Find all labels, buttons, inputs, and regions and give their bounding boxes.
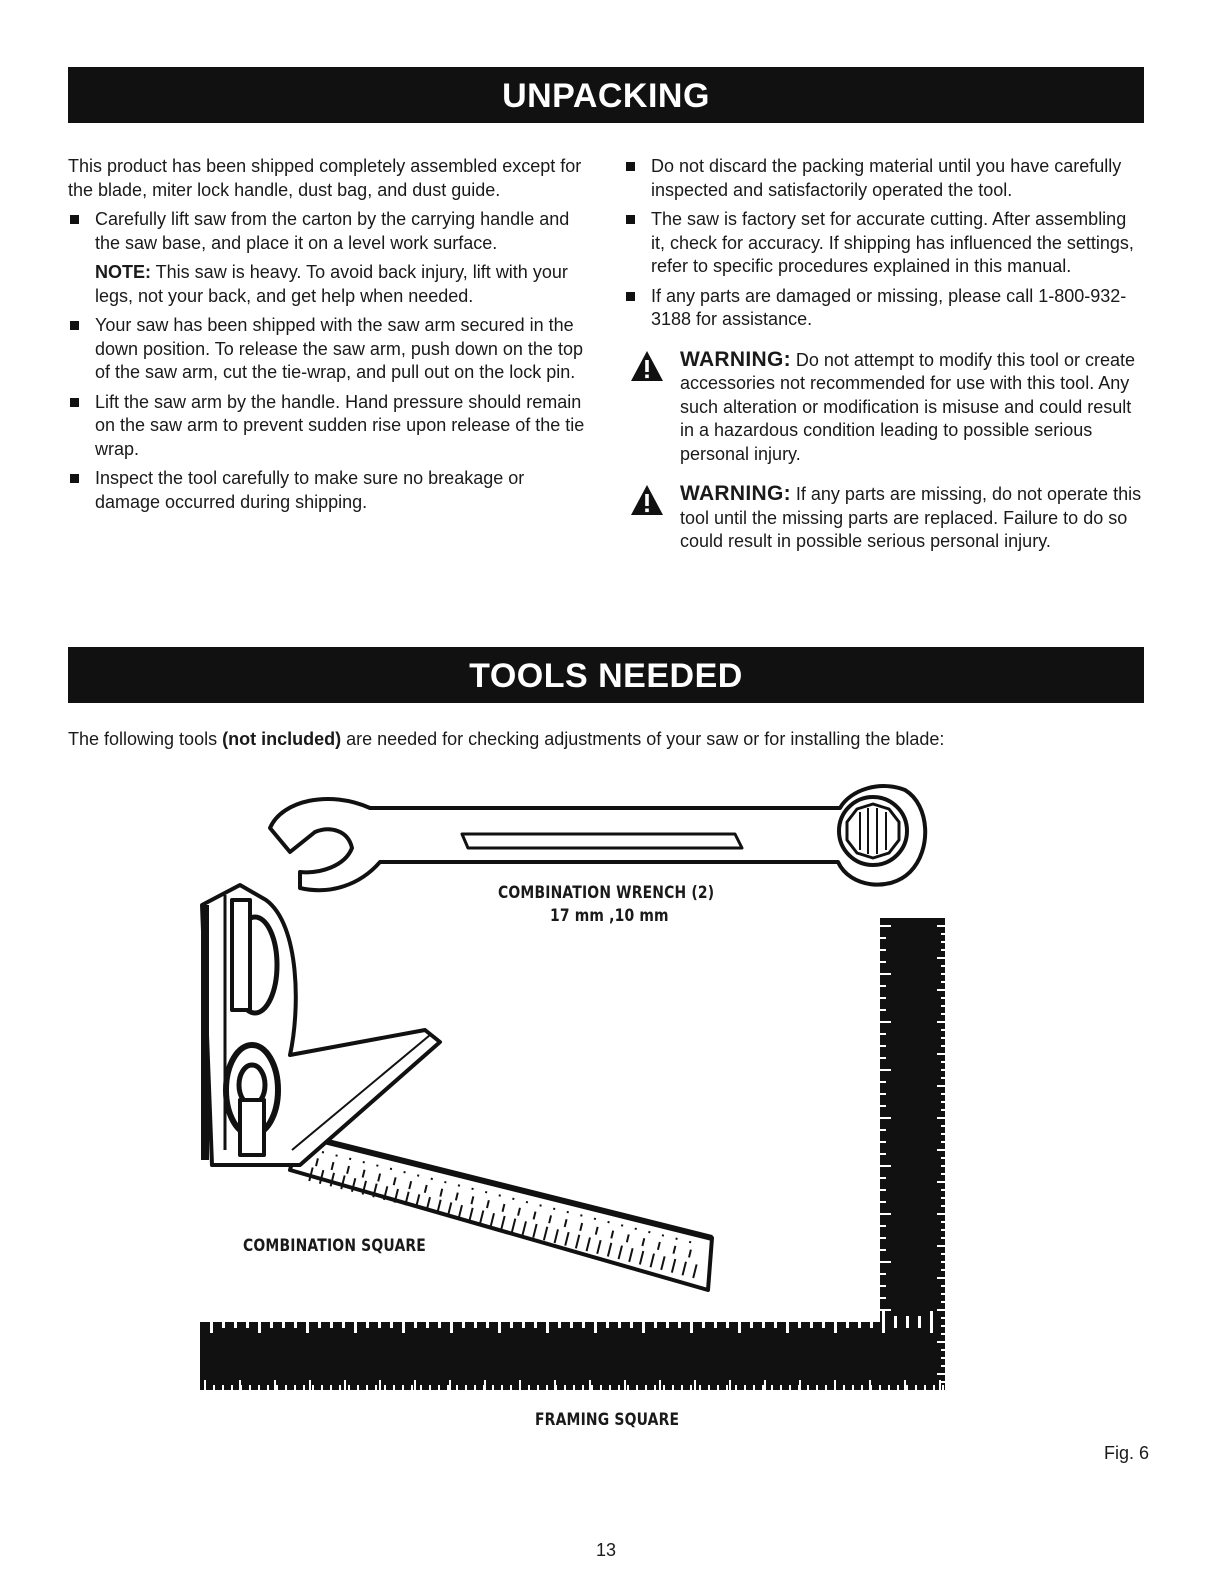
warning-label: WARNING:: [680, 482, 791, 505]
list-item: Carefully lift saw from the carton by the carrying handle and the saw base, and place it on a level work surface.: [68, 208, 588, 255]
wrench-sizes: 17 mm ,10 mm: [550, 906, 669, 926]
list-item: Do not discard the packing material until you have carefully inspected and satisfactorily operated the tool.: [624, 155, 1144, 202]
page-number: 13: [595, 1540, 617, 1560]
list-item: Lift the saw arm by the handle. Hand pressure should remain on the saw arm to prevent sudden rise upon release of the tie wrap.: [68, 391, 588, 462]
not-included-text: (not included): [222, 729, 342, 749]
list-item: If any parts are damaged or missing, please call 1-800-932-3188 for assistance.: [624, 285, 1144, 332]
note-label: NOTE:: [95, 262, 151, 282]
figure-number: Fig. 6: [1104, 1443, 1150, 1463]
warning-text: Do not attempt to modify this tool or create accessories not recommended for use with this tool. Any such alteration or modification is misuse and could result in a hazardous condition leading to possible serious personal injury.: [680, 349, 1136, 464]
note-text: This saw is heavy. To avoid back injury, lift with your legs, not your back, and get help when needed.: [95, 262, 568, 306]
warning-text: If any parts are missing, do not operate this tool until the missing parts are replaced. Failure to do so could result in possible serious personal injury.: [680, 484, 1142, 551]
combination-wrench-icon: [270, 786, 925, 890]
list-item: Inspect the tool carefully to make sure no breakage or damage occurred during shipping.: [68, 467, 588, 514]
wrench-label: COMBINATION WRENCH (2): [498, 883, 715, 903]
tools-intro-text-end: are needed for checking adjustments of your saw or for installing the blade:: [341, 729, 945, 749]
list-item: Your saw has been shipped with the saw arm secured in the down position. To release the saw arm, push down on the top of the saw arm, cut the tie-wrap, and pull out on the lock pin.: [68, 314, 588, 385]
unpacking-intro: This product has been shipped completely assembled except for the blade, miter lock handle, dust bag, and dust guide.: [68, 156, 582, 200]
combination-square-label: COMBINATION SQUARE: [243, 1236, 426, 1256]
list-item: The saw is factory set for accurate cutting. After assembling it, check for accuracy. If shipping has influenced the settings, refer to specific procedures explained in this manual.: [624, 208, 1144, 279]
framing-square-label: FRAMING SQUARE: [535, 1410, 680, 1430]
warning-label: WARNING:: [680, 347, 791, 371]
combination-square-icon: [202, 883, 715, 1290]
tools-needed-title: TOOLS NEEDED: [469, 657, 743, 695]
unpacking-title: UNPACKING: [502, 77, 710, 115]
tools-intro-text: The following tools: [68, 729, 223, 749]
